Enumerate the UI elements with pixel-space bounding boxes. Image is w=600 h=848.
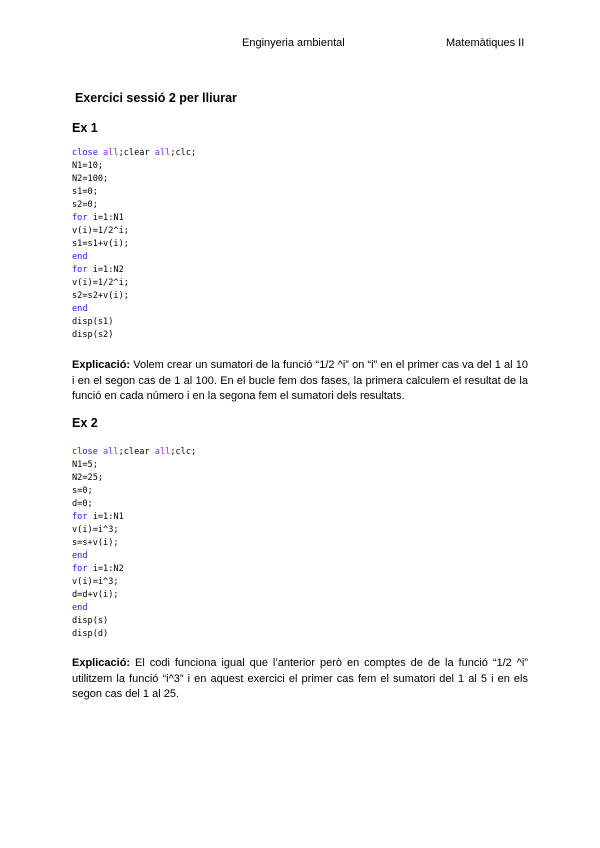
ex1-code-block	[72, 147, 196, 342]
code-line	[72, 251, 196, 264]
code-line	[72, 537, 196, 550]
code-text: disp(s)	[72, 616, 109, 626]
code-line	[72, 524, 196, 537]
code-line	[72, 173, 196, 186]
code-text: d=0;	[72, 499, 93, 509]
code-line	[72, 199, 196, 212]
code-line	[72, 576, 196, 589]
code-text: v(i)=1/2^i;	[72, 226, 129, 236]
header-subject: Matemàtiques II	[446, 37, 525, 49]
code-string: all	[154, 148, 171, 158]
ex1-heading: Ex 1	[72, 121, 98, 135]
code-text: disp(d)	[72, 629, 109, 639]
ex2-code-block	[72, 446, 196, 641]
code-text: i=1:N1	[87, 213, 124, 223]
code-keyword: for	[72, 213, 88, 223]
ex2-explanation-label: Explicació:	[72, 657, 131, 669]
code-line	[72, 225, 196, 238]
code-text: s=0;	[72, 486, 93, 496]
code-text: s2=s2+v(i);	[72, 291, 129, 301]
code-line	[72, 290, 196, 303]
code-text: v(i)=i^3;	[72, 577, 119, 587]
code-line	[72, 160, 196, 173]
code-keyword: end	[72, 252, 88, 262]
code-line	[72, 589, 196, 602]
code-text: v(i)=i^3;	[72, 525, 119, 535]
code-keyword: close	[72, 447, 104, 457]
code-text: N2=25;	[72, 473, 104, 483]
page-title: Exercici sessió 2 per lliurar	[75, 91, 237, 105]
code-keyword: end	[72, 304, 88, 314]
code-line	[72, 472, 196, 485]
code-line	[72, 316, 196, 329]
code-text: v(i)=1/2^i;	[72, 278, 129, 288]
code-line	[72, 615, 196, 628]
code-string: all	[103, 447, 119, 457]
header-course: Enginyeria ambiental	[242, 37, 345, 49]
code-line	[72, 277, 196, 290]
ex1-explanation-text: Volem crear un sumatori de la funció “1/2 ^i” on “i” en el primer cas va del 1 al 10 i en el segon cas de 1 al 100. En el bucle fem dos fases, la primera calculem el resultat de la funció en cada número i en la segona fem el sumatori dels resultats.	[72, 359, 528, 402]
ex2-explanation	[72, 656, 528, 703]
code-line	[72, 485, 196, 498]
code-line	[72, 511, 196, 524]
code-text: ;clear	[118, 148, 155, 158]
code-text: s1=s1+v(i);	[72, 239, 129, 249]
code-text: disp(s2)	[72, 330, 114, 340]
code-line	[72, 264, 196, 277]
code-text: ;clear	[118, 447, 155, 457]
code-text: i=1:N2	[87, 564, 124, 574]
ex1-explanation-label: Explicació:	[72, 359, 131, 371]
code-text: N1=5;	[72, 460, 98, 470]
code-string: all	[103, 148, 119, 158]
code-line	[72, 212, 196, 225]
code-line	[72, 498, 196, 511]
code-keyword: end	[72, 603, 88, 613]
code-text: d=d+v(i);	[72, 590, 119, 600]
code-text: s2=0;	[72, 200, 98, 210]
ex2-explanation-text: El codi funciona igual que l’anterior però en comptes de de la funció “1/2 ^i” utilitzem la funció “i^3” i en aquest exercici el primer cas fem el sumatori del 1 al 5 i en els segon cas del 1 al 25.	[72, 657, 528, 700]
code-keyword: for	[72, 564, 88, 574]
code-text: s=s+v(i);	[72, 538, 119, 548]
code-text: ;clc;	[170, 148, 197, 158]
code-string: all	[154, 447, 171, 457]
code-line	[72, 329, 196, 342]
code-line	[72, 186, 196, 199]
code-text: disp(s1)	[72, 317, 114, 327]
code-text: i=1:N2	[87, 265, 124, 275]
code-line	[72, 550, 196, 563]
code-text: s1=0;	[72, 187, 98, 197]
code-keyword: end	[72, 551, 88, 561]
ex2-heading: Ex 2	[72, 416, 98, 430]
code-line	[72, 303, 196, 316]
code-keyword: for	[72, 265, 88, 275]
code-text: ;clc;	[170, 447, 197, 457]
code-line	[72, 446, 196, 459]
code-text: N2=100;	[72, 174, 109, 184]
code-line	[72, 459, 196, 472]
code-line	[72, 238, 196, 251]
code-line	[72, 602, 196, 615]
code-line	[72, 628, 196, 641]
code-text: N1=10;	[72, 161, 104, 171]
code-line	[72, 147, 196, 160]
code-keyword: for	[72, 512, 88, 522]
code-line	[72, 563, 196, 576]
code-keyword: close	[72, 148, 104, 158]
code-text: i=1:N1	[87, 512, 124, 522]
ex1-explanation	[72, 358, 528, 405]
